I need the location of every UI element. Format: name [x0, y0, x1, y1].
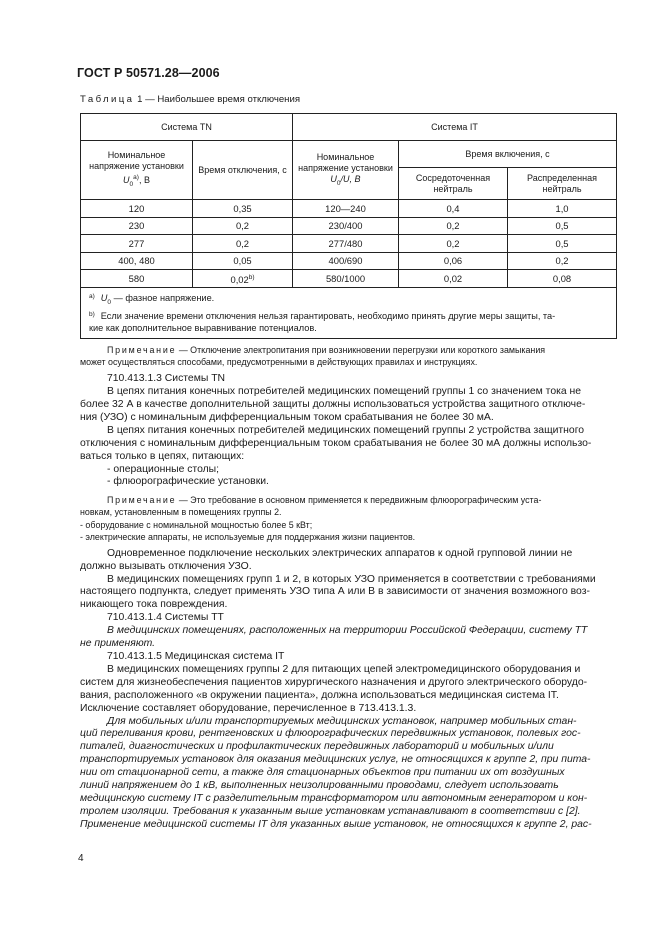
footnote-b-cont: кие как дополнительное выравнивание потенциалов.: [89, 323, 317, 334]
paragraph: В цепях питания конечных потребителей медицинских помещений группы 1 со значением тока не более 32 А в качестве дополнительной защиты должны использоваться устройства защитного отключе- ния (УЗО) с номинальным дифференциальным током срабатывания не более 30 мА.: [80, 386, 586, 423]
section-heading-it: 710.413.1.5 Медицинская система IT: [107, 650, 285, 662]
note-1: Примечание — Отключение электропитания при возникновении перегрузки или короткого замыкания может осуществляться способами, предусмотренными в действующих правилах и инструкциях.: [80, 345, 546, 368]
section-heading-tn: 710.413.1.3 Системы TN: [107, 373, 226, 385]
table-caption-label: Таблица: [80, 94, 135, 105]
table-row: 230 0,2 230/400 0,2 0,5: [81, 217, 617, 235]
table-caption: [80, 94, 300, 105]
it-system-header: Система IT: [293, 114, 617, 141]
table-row: 120 0,35 120—240 0,4 1,0: [81, 200, 617, 218]
list-item: - флюорографические установки.: [107, 476, 269, 488]
section-heading-tt: 710.413.1.4 Системы TT: [107, 612, 224, 624]
document-body: [80, 344, 616, 832]
it-voltage-header: Номинальное напряжение установки $U_0/U$, В: [293, 141, 399, 200]
tn-system-header: Система TN: [81, 114, 293, 141]
paragraph-italic: В медицинских помещениях, расположенных на территории Российской Федерации, систему TT не применяют.: [80, 625, 588, 650]
paragraph: В медицинских помещениях групп 1 и 2, в которых УЗО применяется в соответствии с требованиями настоящего подпункта, следует применять УЗО типа А или В в зависимости от значения возможного воз- никающего тока повреждения.: [80, 573, 596, 611]
footnote-b: $^{b)}$ Если значение времени отключения нельзя гарантировать, необходимо принять другие меры защиты, та-: [89, 310, 556, 321]
list-item: - оборудование с номинальной мощностью более 5 кВт;: [80, 519, 313, 530]
table-row: 277 0,2 277/480 0,2 0,5: [81, 235, 617, 253]
tn-voltage-header: Номинальное напряжение установки $U_0^{a)}$, В: [81, 141, 193, 200]
note-2: Примечание — Это требование в основном применяется к передвижным флюорографическим уста- новкам, установленным в помещениях группы 2. - оборудование с номинальной мощностью более 5 кВт; - электрические аппараты, не используемые для поддержания жизни пациентов.: [80, 494, 616, 542]
list-item: - электрические аппараты, не используемые для поддержания жизни пациентов.: [80, 531, 416, 542]
paragraph-italic: Для мобильных и/или транспортируемых медицинских установок, например мобильных стан- ций переливания крови, рентгеновских и флюорографических передвижных установок, полевых гос- питалей, диагностических и профилактических передвижных лабораторий и мобильных и/или транспортируемых установок для оказания медицинских услуг, не относящихся к группе 2, при пита- нии от стационарной сети, а также для стационарных объектов при питании их от воздушных линий напряжением до 1 кВ, выполненных неизолированными проводами, следует использовать медицинскую систему IT с разделительным трансформатором или автономным генератором и кон- тролем изоляции. Требования к указанным выше установкам устанавливают в соответствии с [2]. Применение медицинской системы IT для указанных выше установок, не относящихся к группе 2, рас-: [80, 715, 592, 830]
disconnection-time-table: [80, 113, 617, 339]
list-item: - операционные столы;: [107, 463, 220, 475]
page-number: 4: [78, 853, 84, 864]
it-switch-time-header: Время включения, с: [399, 141, 617, 168]
document-code: ГОСТ Р 50571.28—2006: [77, 66, 220, 80]
table-caption-title: 1 — Наибольшее время отключения: [134, 94, 301, 105]
footnote-a: $^{a)}$ $U_0$ — фазное напряжение.: [89, 292, 215, 306]
paragraph: В цепях питания конечных потребителей медицинских помещений группы 2 устройства защитного отключения с номинальным дифференциальным током срабатывания не более 30 мА должны использо- ваться только в цепях, питающих:: [80, 424, 592, 462]
table-row: 580 0,02$^{b)}$ 580/1000 0,02 0,08: [81, 270, 617, 288]
it-distributed-neutral-header: Распределенная нейтраль: [508, 168, 617, 200]
tn-time-header: Время отключения, с: [193, 141, 293, 200]
table-row: 400, 480 0,05 400/690 0,06 0,2: [81, 252, 617, 270]
table-footnotes: [81, 287, 617, 338]
it-concentrated-neutral-header: Сосредоточенная нейтраль: [399, 168, 508, 200]
paragraph: Одновременное подключение нескольких электрических аппаратов к одной групповой линии не должно вызывать отключения УЗО.: [80, 547, 573, 572]
paragraph: В медицинских помещениях группы 2 для питающих цепей электромедицинского оборудования и систем для жизнеобеспечения пациентов хирургического назначения и другого электрического оборудо- вания, расположенного «в окружении пациента», должна использоваться медицинская система IT. Исключение составляет оборудование, перечисленное в 713.413.1.3.: [80, 663, 588, 714]
